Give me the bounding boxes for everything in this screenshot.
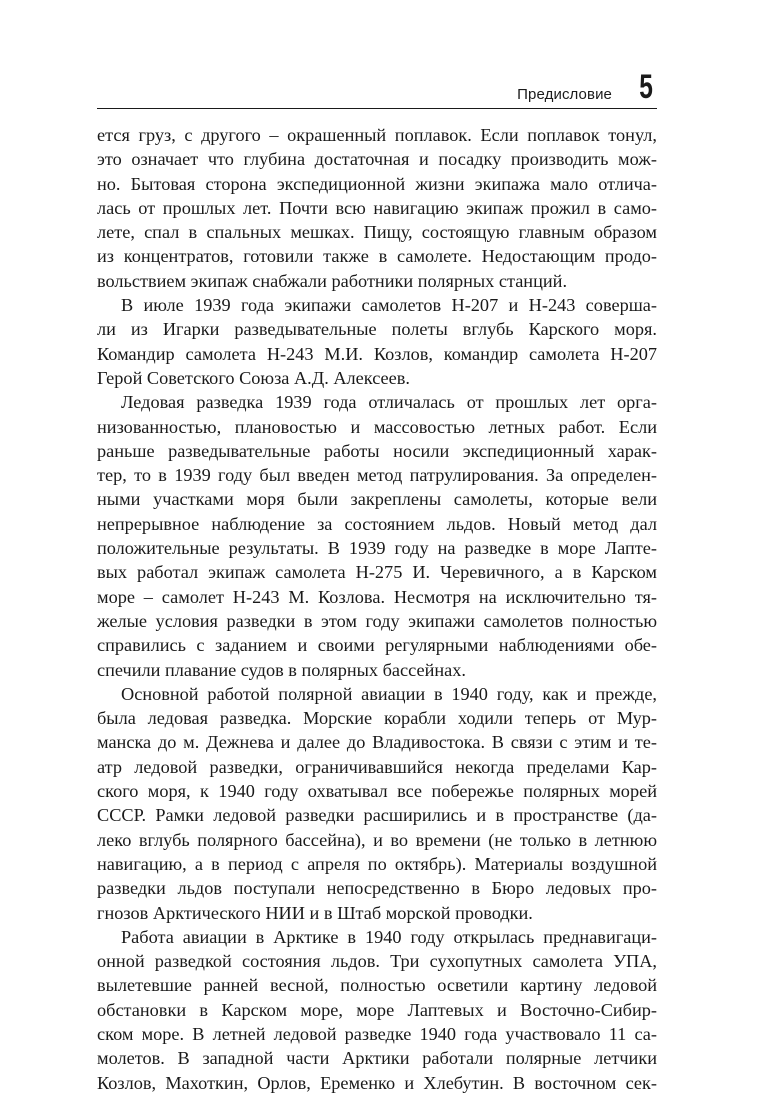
text-line: из концентратов, готовили также в самолете. Недостающим продо- bbox=[97, 246, 657, 267]
text-line: справились с заданием и своими регулярными наблюдениями обе- bbox=[97, 635, 657, 656]
text-line: лете, спал в спальных мешках. Пищу, состоящую главным образом bbox=[97, 222, 657, 243]
text-line: Герой Советского Союза А.Д. Алексеев. bbox=[97, 367, 410, 388]
text-line: это означает что глубина достаточная и посадку производить мож- bbox=[97, 149, 657, 170]
text-line: СССР. Рамки ледовой разведки расширились и в пространстве (да- bbox=[97, 805, 657, 826]
text-line: атр ледовой разведки, ограничивавшийся некогда пределами Кар- bbox=[97, 756, 657, 777]
text-line: В июле 1939 года экипажи самолетов Н-207 и Н-243 соверша- bbox=[121, 295, 657, 316]
text-line: ными участками моря были закреплены самолеты, которые вели bbox=[97, 489, 657, 510]
text-line: обстановки в Карском море, море Лаптевых и Восточно-Сибир- bbox=[97, 999, 657, 1020]
page-number: 5 bbox=[639, 68, 653, 106]
text-line: гнозов Арктического НИИ и в Штаб морской проводки. bbox=[97, 902, 533, 923]
text-line: лась от прошлых лет. Почти всю навигацию экипаж прожил в само- bbox=[97, 197, 657, 218]
header-rule bbox=[97, 108, 657, 109]
text-line: море – самолет Н-243 М. Козлова. Несмотря на исключительно тя- bbox=[97, 586, 657, 607]
text-line: тер, то в 1939 году был введен метод патрулирования. За определен- bbox=[97, 465, 657, 486]
text-line: раньше разведывательные работы носили экспедиционный харак- bbox=[97, 440, 657, 461]
text-line: навигацию, а в период с апреля по октябрь). Материалы воздушной bbox=[97, 853, 657, 874]
text-line: Командир самолета Н-243 М.И. Козлов, командир самолета Н-207 bbox=[97, 343, 657, 364]
text-line: желые условия разведки в этом году экипажи самолетов полностью bbox=[97, 610, 657, 631]
text-line: онной разведкой состояния льдов. Три сухопутных самолета УПА, bbox=[97, 951, 657, 972]
text-line: разведки льдов поступали непосредственно в Бюро ледовых про- bbox=[97, 878, 657, 899]
text-line: вольствием экипаж снабжали работники полярных станций. bbox=[97, 270, 568, 291]
text-line: молетов. В западной части Арктики работали полярные летчики bbox=[97, 1048, 657, 1069]
text-line: положительные результаты. В 1939 году на разведке в море Лапте- bbox=[97, 538, 657, 559]
text-line: манска до м. Дежнева и далее до Владивостока. В связи с этим и те- bbox=[97, 732, 657, 753]
text-line: Козлов, Махоткин, Орлов, Еременко и Хлебутин. В восточном сек- bbox=[97, 1072, 657, 1093]
text-line: низованностью, плановостью и массовостью летных работ. Если bbox=[97, 416, 657, 437]
text-line: ском море. В летней ледовой разведке 1940 года участвовало 11 са- bbox=[97, 1023, 657, 1044]
text-line: была ледовая разведка. Морские корабли ходили теперь от Мур- bbox=[97, 708, 657, 729]
text-line: Ледовая разведка 1939 года отличалась от прошлых лет орга- bbox=[121, 392, 657, 413]
text-line: ли из Игарки разведывательные полеты вглубь Карского моря. bbox=[97, 319, 657, 340]
section-title: Предисловие bbox=[517, 86, 612, 103]
text-line: вылетевшие ранней весной, полностью осветили картину ледовой bbox=[97, 975, 657, 996]
text-line: вых работал экипаж самолета Н-275 И. Черевичного, а в Карском bbox=[97, 562, 657, 583]
running-header bbox=[97, 70, 657, 110]
text-line: но. Бытовая сторона экспедиционной жизни экипажа мало отлича- bbox=[97, 173, 657, 194]
text-line: непрерывное наблюдение за состоянием льдов. Новый метод дал bbox=[97, 513, 657, 534]
text-line: Основной работой полярной авиации в 1940 году, как и прежде, bbox=[121, 683, 657, 704]
text-line: Работа авиации в Арктике в 1940 году открылась преднавигаци- bbox=[121, 926, 657, 947]
text-line: ется груз, с другого – окрашенный поплавок. Если поплавок тонул, bbox=[97, 125, 657, 145]
body-text bbox=[97, 123, 657, 1095]
text-line: ского моря, к 1940 году охватывал все побережье полярных морей bbox=[97, 781, 657, 802]
text-line: леко вглубь полярного бассейна), и во времени (не только в летнюю bbox=[97, 829, 657, 850]
text-line: спечили плавание судов в полярных бассейнах. bbox=[97, 659, 466, 680]
